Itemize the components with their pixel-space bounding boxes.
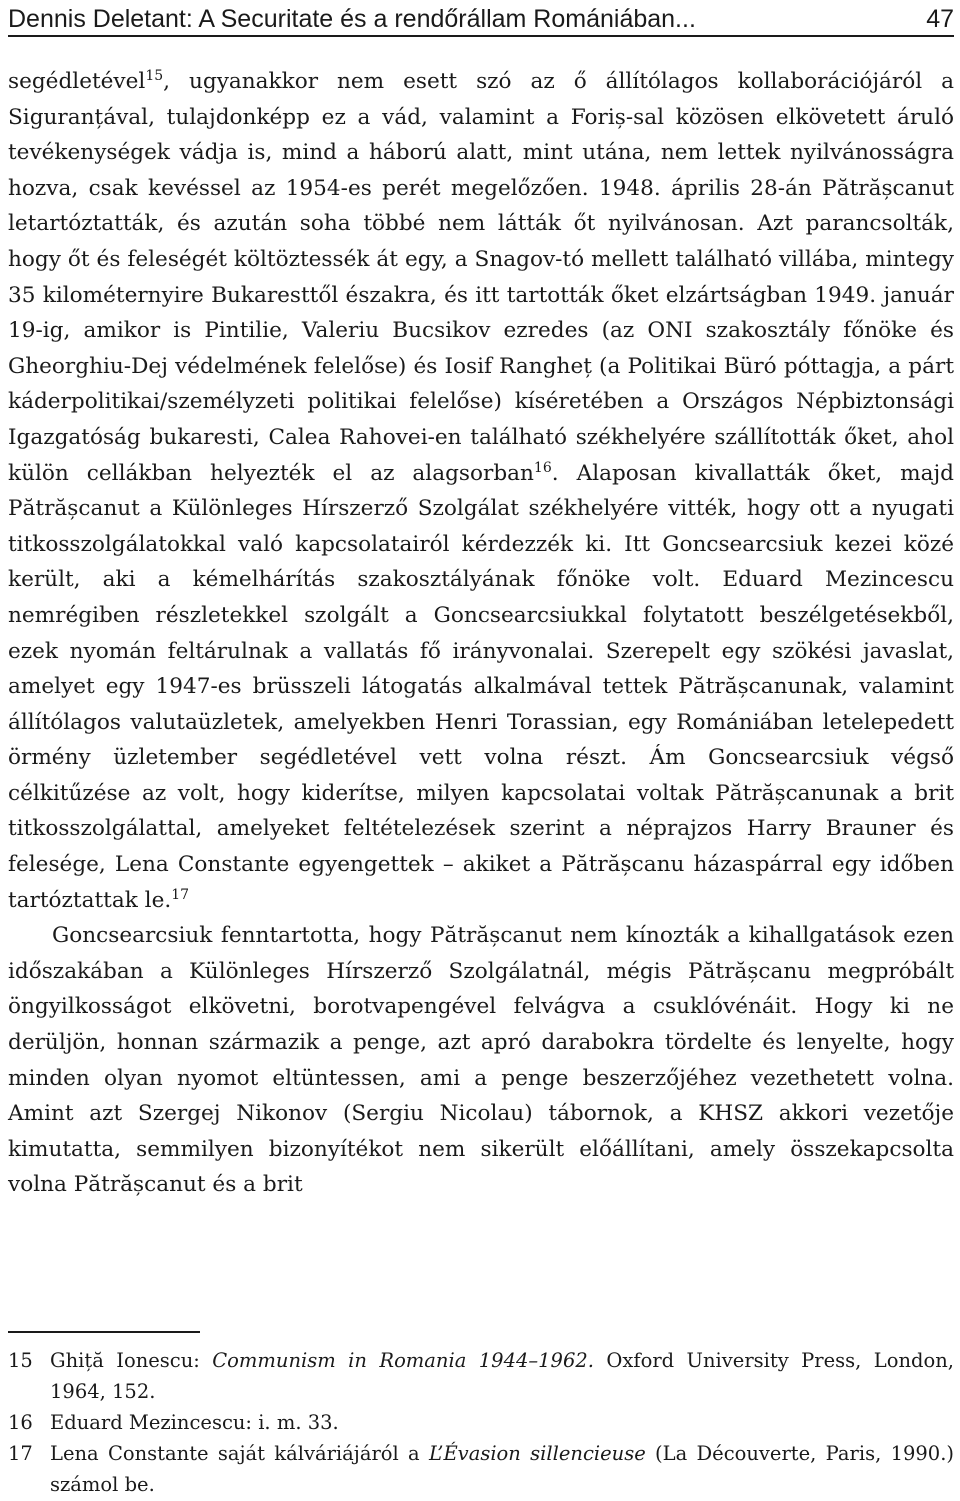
footnote-text: [50, 1345, 954, 1407]
footnote-text: [50, 1438, 954, 1500]
paragraph-1-text-a: segédletével: [8, 69, 146, 94]
footnote-ref-15: 15: [145, 68, 164, 84]
footnote-17: [8, 1438, 954, 1500]
footnote-text-post: (La Découverte, Paris, 1990.) számol be.: [50, 1442, 954, 1496]
footnote-ref-17: 17: [171, 886, 190, 903]
page-number: 47: [926, 5, 954, 33]
footnote-text-pre: Lena Constante saját kálváriájáról a: [50, 1442, 429, 1465]
paragraph-1-text-c: . Alaposan kivallatták őket, majd Pătrășcanut a Különleges Hírszerző Szolgálat székhelyére vitték, hogy ott a nyugati titkosszolgálatokkal való kapcsolatairól kérdezzék ki. Itt Goncsearcsiuk kezei közé került, aki a kémelhárítás szakosztályának főnöke volt. Eduard Mezincescu nemrégiben részletekkel szolgált a Goncsearcsiukkal folytatott beszélgetésekből, ezek nyomán feltárulnak a vallatás fő irányvonalai. Szerepelt egy szökési javaslat, amelyet egy 1947-es brüsszeli látogatás alkalmával tettek Pătrășcanunak, valamint állítólagos valutaüzletek, amelyekben Henri Torassian, egy Romániában letelepedett örmény üzletember segédletével vett volna részt. Ám Goncsearcsiuk végső célkitűzése az volt, hogy kiderítse, milyen kapcsolatai voltak Pătrășcanunak a brit titkosszolgálattal, amelyeket feltételezések szerint a néprajzos Harry Brauner és felesége, Lena Constante egyengettek – akiket a Pătrășcanu házaspárral egy időben tartóztattak le.: [8, 460, 954, 913]
footnote-title: Communism in Romania 1944–1962.: [212, 1349, 594, 1372]
footnote-text-pre: Ghiță Ionescu:: [50, 1349, 213, 1372]
footnotes: [8, 1345, 954, 1500]
footnote-title: L’Évasion sillencieuse: [428, 1442, 646, 1465]
paragraph-1: [8, 64, 954, 918]
paragraph-2: Goncsearcsiuk fenntartotta, hogy Pătrășcanut nem kínozták a kihallgatások ezen időszakában a Különleges Hírszerző Szolgálatnál, mégis Pătrășcanu megpróbált öngyilkosságot elkövetni, borotvapengével felvágva a csuklóvénáit. Hogy ki ne derüljön, honnan származik a penge, azt apró darabokra tördelte és lenyelte, hogy minden olyan nyomot eltüntessen, ami a penge beszerzőjéhez vezethetett volna. Amint azt Szergej Nikonov (Sergiu Nicolau) tábornok, a KHSZ akkori vezetője kimutatta, semmilyen bizonyítékot nem sikerült előállítani, amely összekapcsolta volna Pătrășcanut és a brit: [8, 923, 954, 1198]
footnote-rule: [8, 1331, 200, 1333]
footnote-text-pre: Eduard Mezincescu: i. m. 33.: [50, 1411, 339, 1434]
footnote-number: 16: [8, 1411, 33, 1434]
footnote-16: [8, 1407, 954, 1438]
body-text: [8, 64, 954, 1203]
running-header: [8, 0, 954, 34]
footnote-15: [8, 1345, 954, 1407]
footnote-ref-16: 16: [533, 459, 552, 476]
footnote-text-post: Oxford University Press, London, 1964, 152.: [50, 1349, 954, 1403]
paragraph-1-text-b: , ugyanakkor nem esett szó az ő állítólagos kollaborációjáról a Siguranțával, tulajdonképp ez a vád, valamint a Foriș-sal közösen elkövetett áruló tevékenységek vádja is, mind a háború alatt, mint utána, nem lettek nyilvánosságra hozva, csak kevéssel az 1954-es perét megelőzően. 1948. április 28-án Pătrășcanut letartóztatták, és azután soha többé nem látták őt nyilvánosan. Azt parancsolták, hogy őt és feleségét költöztessék át egy, a Snagov-tó mellett található villába, mintegy 35 kilométernyire Bukaresttől északra, és itt tartották őket elzártságban 1949. január 19-ig, amikor is Pintilie, Valeriu Bucsikov ezredes (az ONI szakosztály főnöke és Gheorghiu-Dej védelmének felelőse) és Iosif Rangheț (a Politikai Büró póttagja, a párt káderpolitikai/személyzeti politikai felelőse) kíséretében a Országos Népbiztonsági Igazgatóság bukaresti, Calea Rahovei-en található székhelyére szállították őket, ahol külön cellákban helyezték el az alagsorban: [8, 69, 954, 486]
footnote-number: 15: [8, 1349, 33, 1372]
footnote-number: 17: [8, 1442, 33, 1465]
header-rule: [8, 35, 954, 37]
running-title: Dennis Deletant: A Securitate és a rendőrállam Romániában...: [8, 5, 696, 33]
footnote-text: [50, 1407, 954, 1438]
